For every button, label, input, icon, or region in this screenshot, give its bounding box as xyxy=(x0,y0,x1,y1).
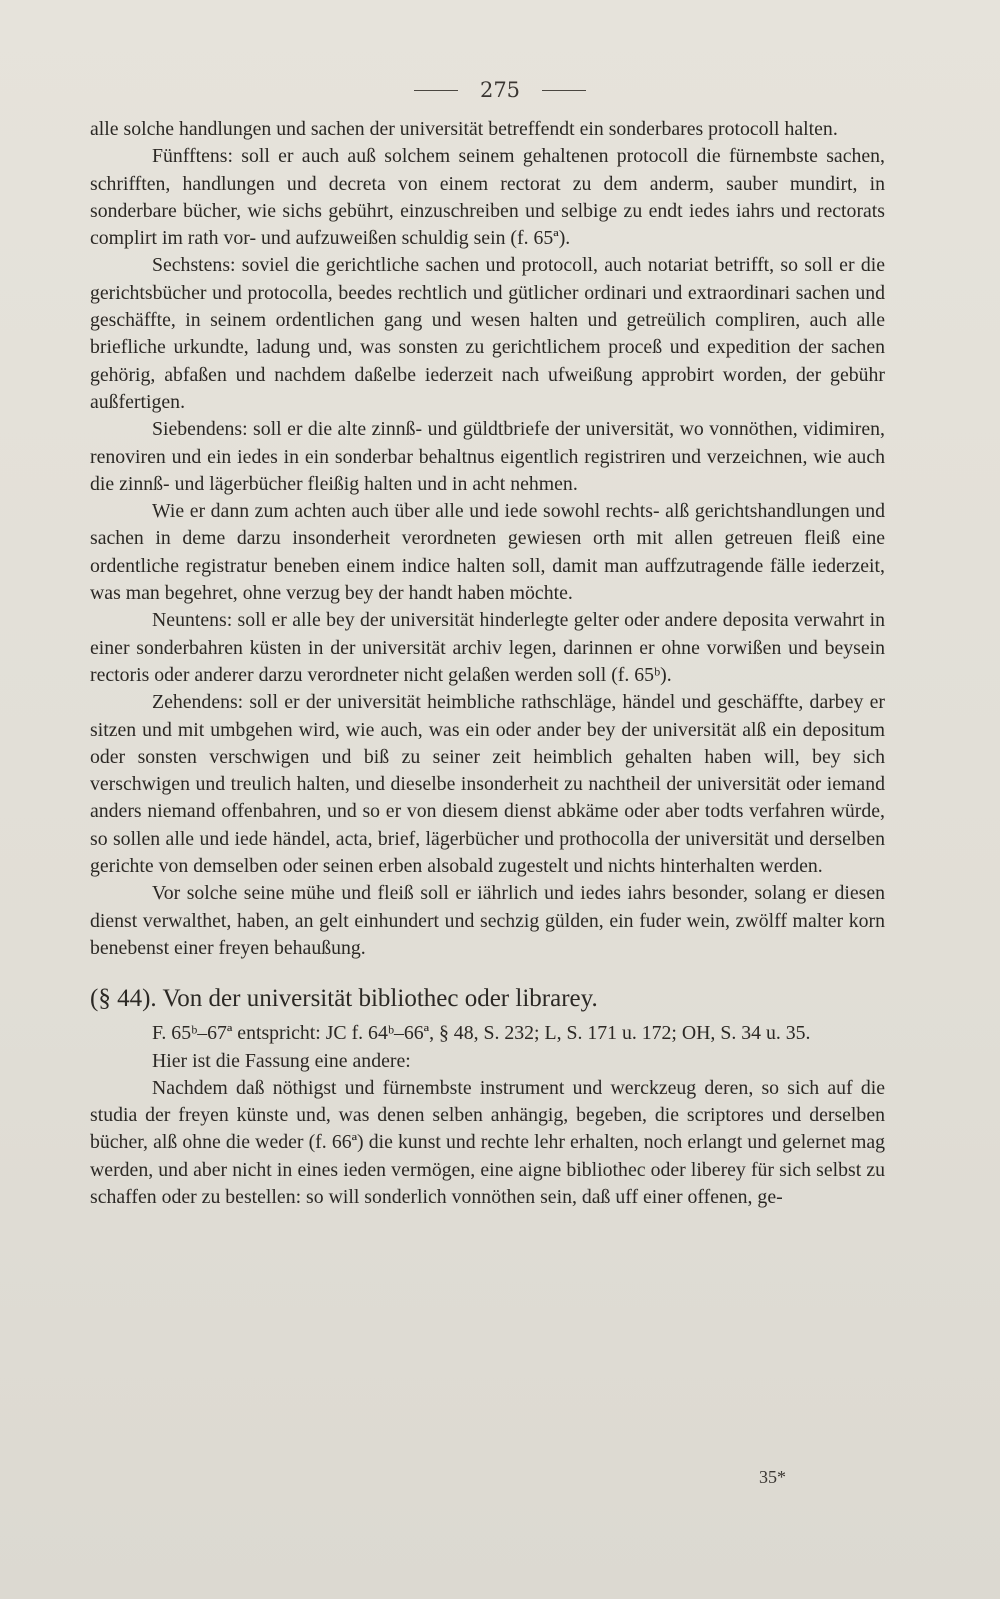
paragraph-sechstens: Sechstens: soviel die gerichtliche sachen und protocoll, auch notariat betrifft, so soll er die gerichtsbücher und protocolla, beedes rechtlich und gütlicher ordinari und extraordinari sachen und geschäffte, in seinem ordentlichen gang und wesen halten und getreülich compliren, auch alle briefliche urkundte, ladung und, was sonsten zu gerichtlichem proceß und expedition der sachen gehörig, abfaßen und nachdem daßelbe iederzeit nach ufweißung approbirt worden, der gebühr außfertigen. xyxy=(90,254,885,413)
page-header xyxy=(0,70,1000,110)
paragraph-concordance: F. 65ᵇ–67ª entspricht: JC f. 64ᵇ–66ª, § 48, S. 232; L, S. 171 u. 172; OH, S. 34 u. 35. xyxy=(152,1022,811,1045)
paragraph-fuenfftens: Fünfftens: soll er auch auß solchem seinem gehaltenen protocoll die fürnembste sachen, schrifften, handlungen und decreta von einem rectorat zu dem anderm, sauber mundirt, in sonderbare bücher, wie sichs gebührt, einzuschreiben und selbige zu endt iedes iahrs und rectorats complirt im rath vor- und aufzuweißen schuldig sein (f. 65ª). xyxy=(90,145,885,250)
page-number: 275 xyxy=(479,78,521,102)
paragraph-zehendens: Zehendens: soll er der universität heimbliche rathschläge, händel und geschäffte, darbey er sitzen und mit umbgehen wird, wie auch, was ein oder ander bey der universität alß ein depositum oder sonsten verschwigen und biß zu seiner zeit heimblich gehalten haben will, bey sich verschwigen und treulich halten, und dieselbe insonderheit zu nachtheil der universität oder iemand anders niemand offenbahren, und so er von diesem dienst abkäme oder aber todts verfahren würde, so sollen alle und iede händel, acta, brief, lägerbücher und prothocolla der universität und derselben gerichte von demselben oder seinen erben alsobald zugestelt und nichts hinterhalten werden. xyxy=(90,691,885,878)
paragraph-nachdem: Nachdem daß nöthigst und fürnembste instrument und werckzeug deren, so sich auf die studia der freyen künste und, was denen selben anhängig, begeben, die scriptores und derselben bücher, alß ohne die weder (f. 66ª) die kunst und rechte lehr erhalten, noch erlangt und gelernet mag werden, und aber nicht in eines ieden vermögen, eine aigne bibliothec oder liberey für sich selbst zu schaffen oder zu bestellen: so will sonderlich vonnöthen sein, daß uff einer offenen, ge- xyxy=(90,1076,885,1208)
paragraph-neuntens: Neuntens: soll er alle bey der universität hinderlegte gelter oder andere deposita verwahrt in einer sonderbahren küsten in der universität archiv legen, darinnen er ohne vorwißen und beysein rectoris oder anderer darzu verordneter nicht gelaßen werden soll (f. 65ᵇ). xyxy=(90,609,885,686)
signature-mark: 35* xyxy=(759,1467,786,1487)
paragraph-achten: Wie er dann zum achten auch über alle und iede sowohl rechts- alß gerichtshandlungen und sachen in deme darzu insonderheit verordneten gewiesen orth mit allen getreuen fleiß eine ordentliche registratur beneben einem indice halten soll, damit man auffzutragende fälle iederzeit, was man begehret, ohne verzug bey der handt haben möchte. xyxy=(90,500,885,605)
section-heading: (§ 44). Von der universität bibliothec oder librarey. xyxy=(90,985,598,1013)
paragraph-continuation: alle solche handlungen und sachen der universität betreffendt ein sonderbares protocoll halten. xyxy=(90,118,838,140)
paragraph-siebendens: Siebendens: soll er die alte zinnß- und güldtbriefe der universität, wo vonnöthen, vidimiren, renoviren und ein iedes in ein sonderbar behaltnus eigentlich registriren und verzeichnen, wie auch die zinnß- und lägerbücher fleißig halten und in acht nehmen. xyxy=(90,418,885,495)
header-rule-right xyxy=(542,90,586,91)
body-text xyxy=(90,116,885,1211)
paragraph-fassung: Hier ist die Fassung eine andere: xyxy=(152,1049,411,1072)
paragraph-besoldung: Vor solche seine mühe und fleiß soll er iährlich und iedes iahrs besonder, solang er diesen dienst verwalthet, haben, an gelt einhundert und sechzig gülden, ein fuder wein, zwölff malter korn benebenst einer freyen behaußung. xyxy=(90,882,885,959)
header-rule-left xyxy=(414,90,458,91)
